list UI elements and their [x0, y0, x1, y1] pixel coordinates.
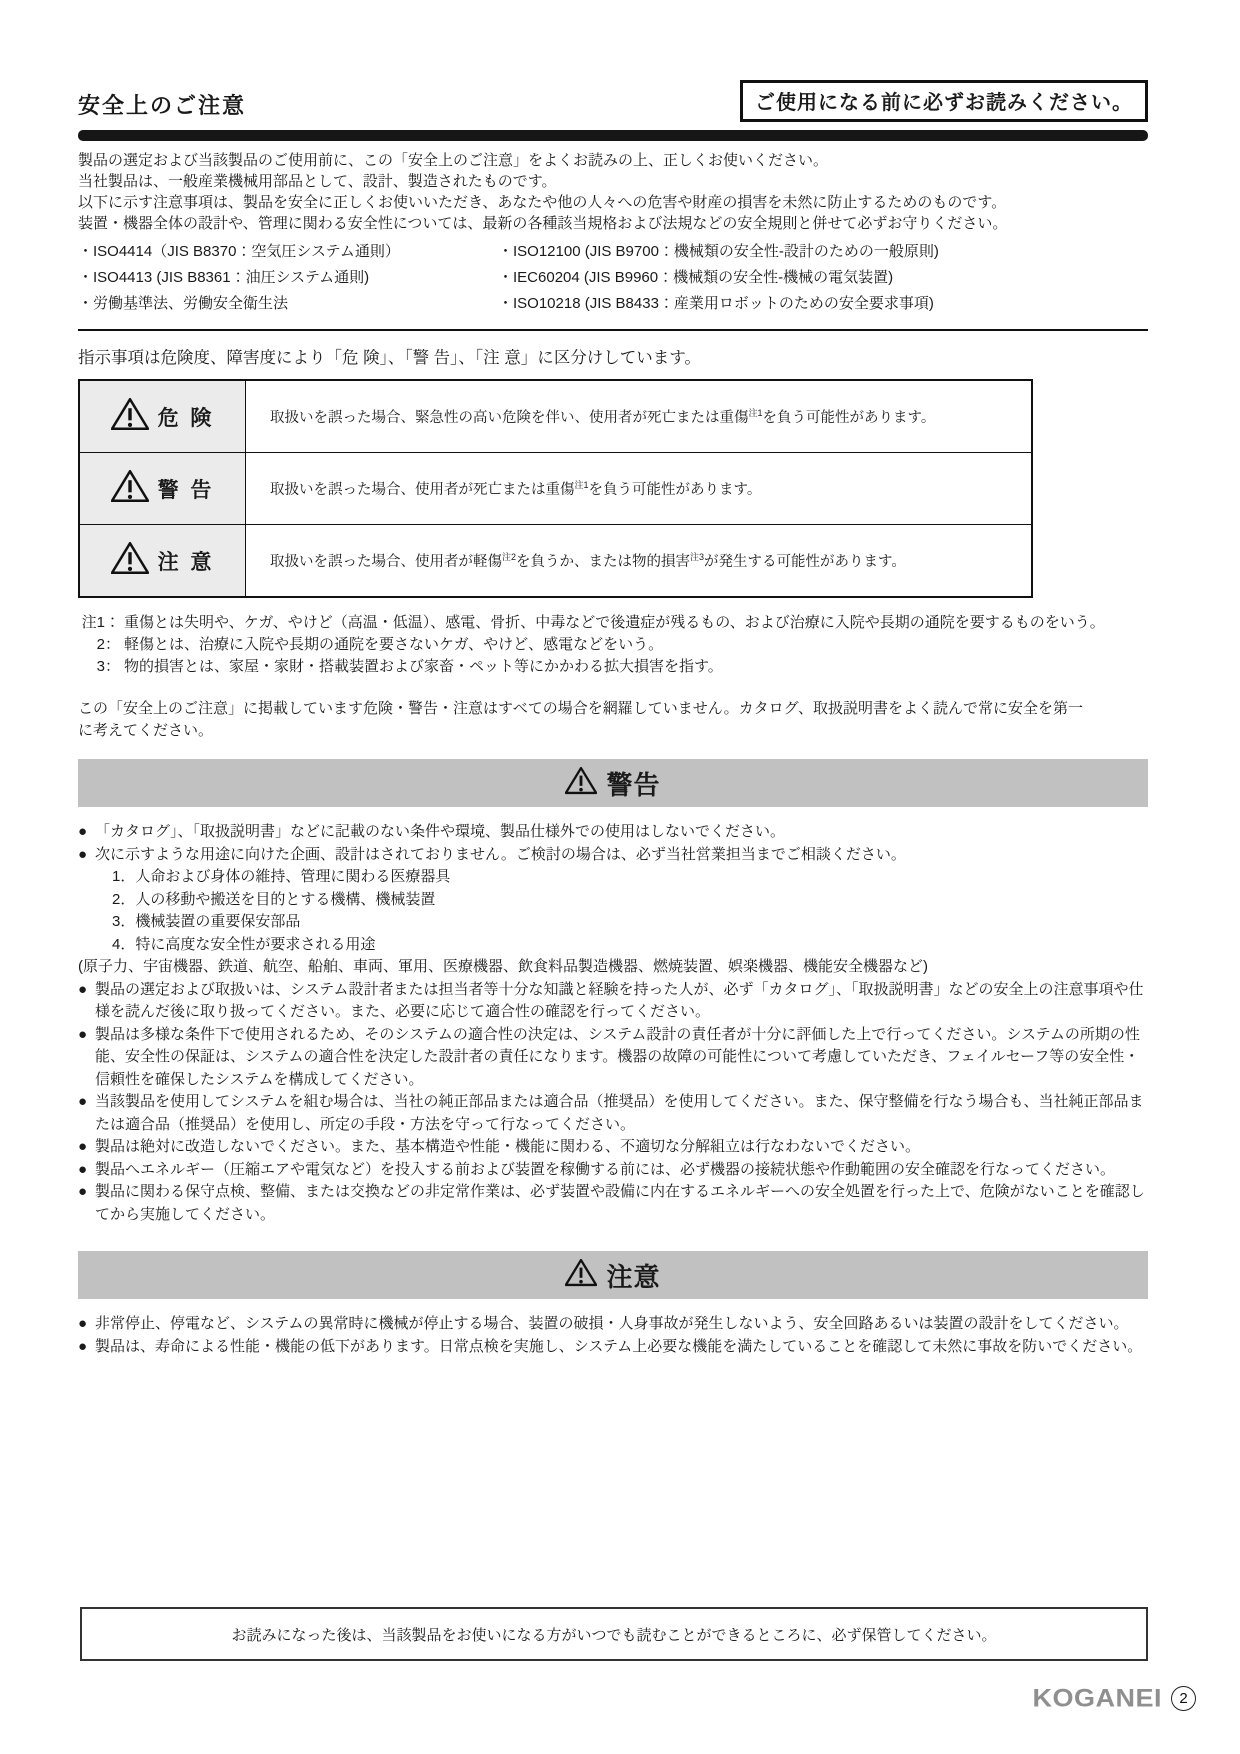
warning-banner-label: 警告 — [606, 769, 661, 800]
hazard-row — [79, 525, 1032, 598]
numbered-sub-item: 1．人命および身体の維持、管理に関わる医療器具 — [112, 868, 451, 885]
page-content — [78, 80, 1148, 1358]
intro-line: 当社製品は、一般産業機械用部品として、設計、製造されたものです。 — [78, 173, 557, 190]
footnote-list — [78, 612, 1148, 678]
bullet-item: ● 製品へエネルギー（圧縮エアや電気など）を投入する前および装置を稼働する前には、必ず機器の接続状態や作動範囲の安全確認を行なってください。 — [78, 1159, 1148, 1182]
footnote-label: 3： — [96, 658, 120, 675]
intro-line: 以下に示す注意事項は、製品を安全に正しくお使いいただき、あなたや他の人々への危害や財産の損害を未然に防止するためのものです。 — [78, 194, 1007, 211]
bullet-marker: ● — [78, 1183, 88, 1200]
bullet-item: ● 「カタログ」、「取扱説明書」などに記載のない条件や環境、製品仕様外での使用はしないでください。 — [78, 821, 1148, 844]
standards-item: ・ISO12100 (JIS B9700：機械類の安全性-設計のための一般原則) — [498, 243, 939, 260]
standards-list — [78, 239, 1148, 317]
hazard-description-cell: 取扱いを誤った場合、使用者が死亡または重傷$^{注1}$を負う可能性があります。 — [246, 453, 1033, 525]
hazard-label-cell — [79, 525, 246, 598]
standards-column-right — [498, 239, 939, 317]
bullet-marker: ● — [78, 1337, 88, 1355]
bullet-item: ● 製品は、寿命による性能・機能の低下があります。日常点検を実施し、システム上必要な機能を満たしていることを確認して未然に事故を防いでください。 — [78, 1336, 1148, 1359]
numbered-sub-item: 2．人の移動や搬送を目的とする機構、機械装置 — [112, 890, 436, 908]
footnote-label: 2： — [96, 636, 120, 653]
koganei-logo: KOGANEI — [1032, 1684, 1162, 1712]
hazard-row — [79, 380, 1032, 453]
hazard-label-cell — [79, 453, 246, 525]
warning-banner — [78, 759, 1148, 807]
standards-item: ・労働基準法、労働安全衛生法 — [78, 295, 289, 312]
page-title: 安全上のご注意 — [78, 93, 247, 118]
standards-column-left — [78, 239, 498, 317]
bullet-item: ● 当該製品を使用してシステムを組む場合は、当社の純正部品または適合品（推奨品）を使用してください。また、保守整備を行なう場合も、当社純正部品または適合品（推奨品）を使用し、所定の手段・方法を守って行なってください。 — [78, 1093, 1144, 1133]
footnote-item: 注1： 重傷とは失明や、ケガ、やけど（高温・低温）、感電、骨折、中毒などで後遺症が残るもの、および治療に入院や長期の通院を要するものをいう。 — [78, 612, 1148, 634]
footnote-item: 2： 軽傷とは、治療に入院や長期の通院を要さないケガ、やけど、感電などをいう。 — [78, 634, 1148, 656]
bullet-marker: ● — [78, 1138, 88, 1155]
hazard-label-text: 警 告 — [157, 478, 215, 502]
bullet-marker: ● — [78, 845, 88, 863]
bullet-item: ● 製品の選定および取扱いは、システム設計者または担当者等十分な知識と経験を持った人が、必ず「カタログ」、「取扱説明書」などの安全上の注意事項や仕様を読んだ後に取り扱ってください。また、必要に応じて適合性の確認を行ってください。 — [78, 980, 1144, 1020]
caution-banner — [78, 1251, 1148, 1299]
standards-item: ・ISO4413 (JIS B8361：油圧システム通則) — [78, 269, 370, 286]
warning-triangle-icon — [111, 397, 149, 437]
bullet-item: ● 製品は絶対に改造しないでください。また、基本構造や性能・機能に関わる、不適切な分解組立は行なわないでください。 — [78, 1136, 1148, 1159]
bullet-marker: ● — [78, 823, 88, 840]
hazard-description-cell: 取扱いを誤った場合、使用者が軽傷$^{注2}$を負うか、または物的損害$^{注3}$が発生する可能性があります。 — [246, 525, 1033, 598]
intro-paragraphs — [78, 150, 1148, 234]
caution-banner-label: 注意 — [606, 1261, 661, 1292]
closing-note: この「安全上のご注意」に掲載しています危険・警告・注意はすべての場合を網羅していません。カタログ、取扱説明書をよく読んで常に安全を第一に考えてください。 — [78, 700, 1084, 739]
bullet-marker: ● — [78, 1025, 88, 1043]
storage-note-text: お読みになった後は、当該製品をお使いになる方がいつでも読むことができるところに、必ず保管してください。 — [231, 1626, 997, 1644]
standards-item: ・ISO10218 (JIS B8433：産業用ロボットのための安全要求事項) — [498, 295, 934, 312]
section-divider-line — [78, 329, 1148, 331]
warning-item-list — [78, 821, 1148, 1226]
storage-note-box — [80, 1607, 1148, 1661]
classification-lead-text: 指示事項は危険度、障害度により「危 険」、「警 告」、「注 意」に区分けしています。 — [78, 349, 701, 367]
footnote-label: 注1： — [81, 614, 120, 631]
hazard-table-body — [79, 380, 1032, 597]
footnote-reference: 注3 — [690, 552, 705, 563]
bullet-item: ● 製品は多様な条件下で使用されるため、そのシステムの適合性の決定は、システム設計の責任者が十分に評価した上で行ってください。システムの所期の性能、安全性の保証は、システムの適合性を決定した設計者の責任になります。機器の故障の可能性について考慮していただき、フェイルセーフ等の安全性・信頼性を確保したシステムを構成してください。 — [78, 1025, 1140, 1088]
footnote-item: 3： 物的損害とは、家屋・家財・搭載装置および家畜・ペット等にかかわる拡大損害を指す。 — [78, 656, 1148, 678]
bullet-marker: ● — [78, 1093, 88, 1110]
hazard-label-cell — [79, 380, 246, 453]
read-before-use-notice-box: ご使用になる前に必ずお読みください。 — [740, 80, 1148, 122]
warning-triangle-icon — [111, 541, 149, 581]
footnote-reference: 注2 — [502, 552, 517, 563]
bullet-item: ● 製品に関わる保守点検、整備、または交換などの非定常作業は、必ず装置や設備に内在するエネルギーへの安全処置を行った上で、危険がないことを確認してから実施してください。 — [78, 1183, 1145, 1223]
caution-triangle-icon — [565, 1258, 597, 1292]
bullet-marker: ● — [78, 1315, 88, 1332]
bullet-marker: ● — [78, 1160, 88, 1178]
intro-line: 製品の選定および当該製品のご使用前に、この「安全上のご注意」をよくお読みの上、正しくお使いください。 — [78, 152, 829, 169]
intro-line: 装置・機器全体の設計や、管理に関わる安全性については、最新の各種該当規格および法規などの安全規則と併せて必ずお守りください。 — [78, 215, 1008, 232]
standards-item: ・IEC60204 (JIS B9960：機械類の安全性-機械の電気装置) — [498, 269, 894, 286]
page-header — [78, 80, 1148, 122]
bullet-marker: ● — [78, 980, 88, 998]
bullet-item: ● 次に示すような用途に向けた企画、設計はされておりません。ご検討の場合は、必ず当社営業担当までご相談ください。 — [78, 844, 1148, 867]
warning-triangle-icon — [565, 766, 597, 800]
numbered-sub-item: 4．特に高度な安全性が要求される用途 — [112, 935, 376, 953]
hazard-description-cell: 取扱いを誤った場合、緊急性の高い危険を伴い、使用者が死亡または重傷$^{注1}$を負う可能性があります。 — [246, 380, 1033, 453]
hazard-label-text: 危 険 — [157, 406, 215, 430]
numbered-sub-item: 3．機械装置の重要保安部品 — [112, 913, 301, 930]
caution-item-list — [78, 1313, 1148, 1358]
footnote-reference: 注1 — [748, 408, 763, 419]
hazard-classification-table — [78, 379, 1033, 598]
hazard-row — [79, 453, 1032, 525]
header-divider-bar — [78, 130, 1148, 141]
page-number-badge: 2 — [1171, 1686, 1196, 1711]
standards-item: ・ISO4414（JIS B8370：空気圧システム通則） — [78, 243, 400, 260]
page-footer — [1032, 1683, 1196, 1714]
supplemental-line: (原子力、宇宙機器、鉄道、航空、船舶、車両、軍用、医療機器、飲食料品製造機器、燃焼装置、娯楽機器、機能安全機器など) — [78, 958, 928, 975]
bullet-item: ● 非常停止、停電など、システムの異常時に機械が停止する場合、装置の破損・人身事故が発生しないよう、安全回路あるいは装置の設計をしてください。 — [78, 1313, 1148, 1336]
footnote-reference: 注1 — [574, 480, 589, 491]
warning-triangle-icon — [111, 469, 149, 509]
hazard-label-text: 注 意 — [157, 550, 215, 574]
